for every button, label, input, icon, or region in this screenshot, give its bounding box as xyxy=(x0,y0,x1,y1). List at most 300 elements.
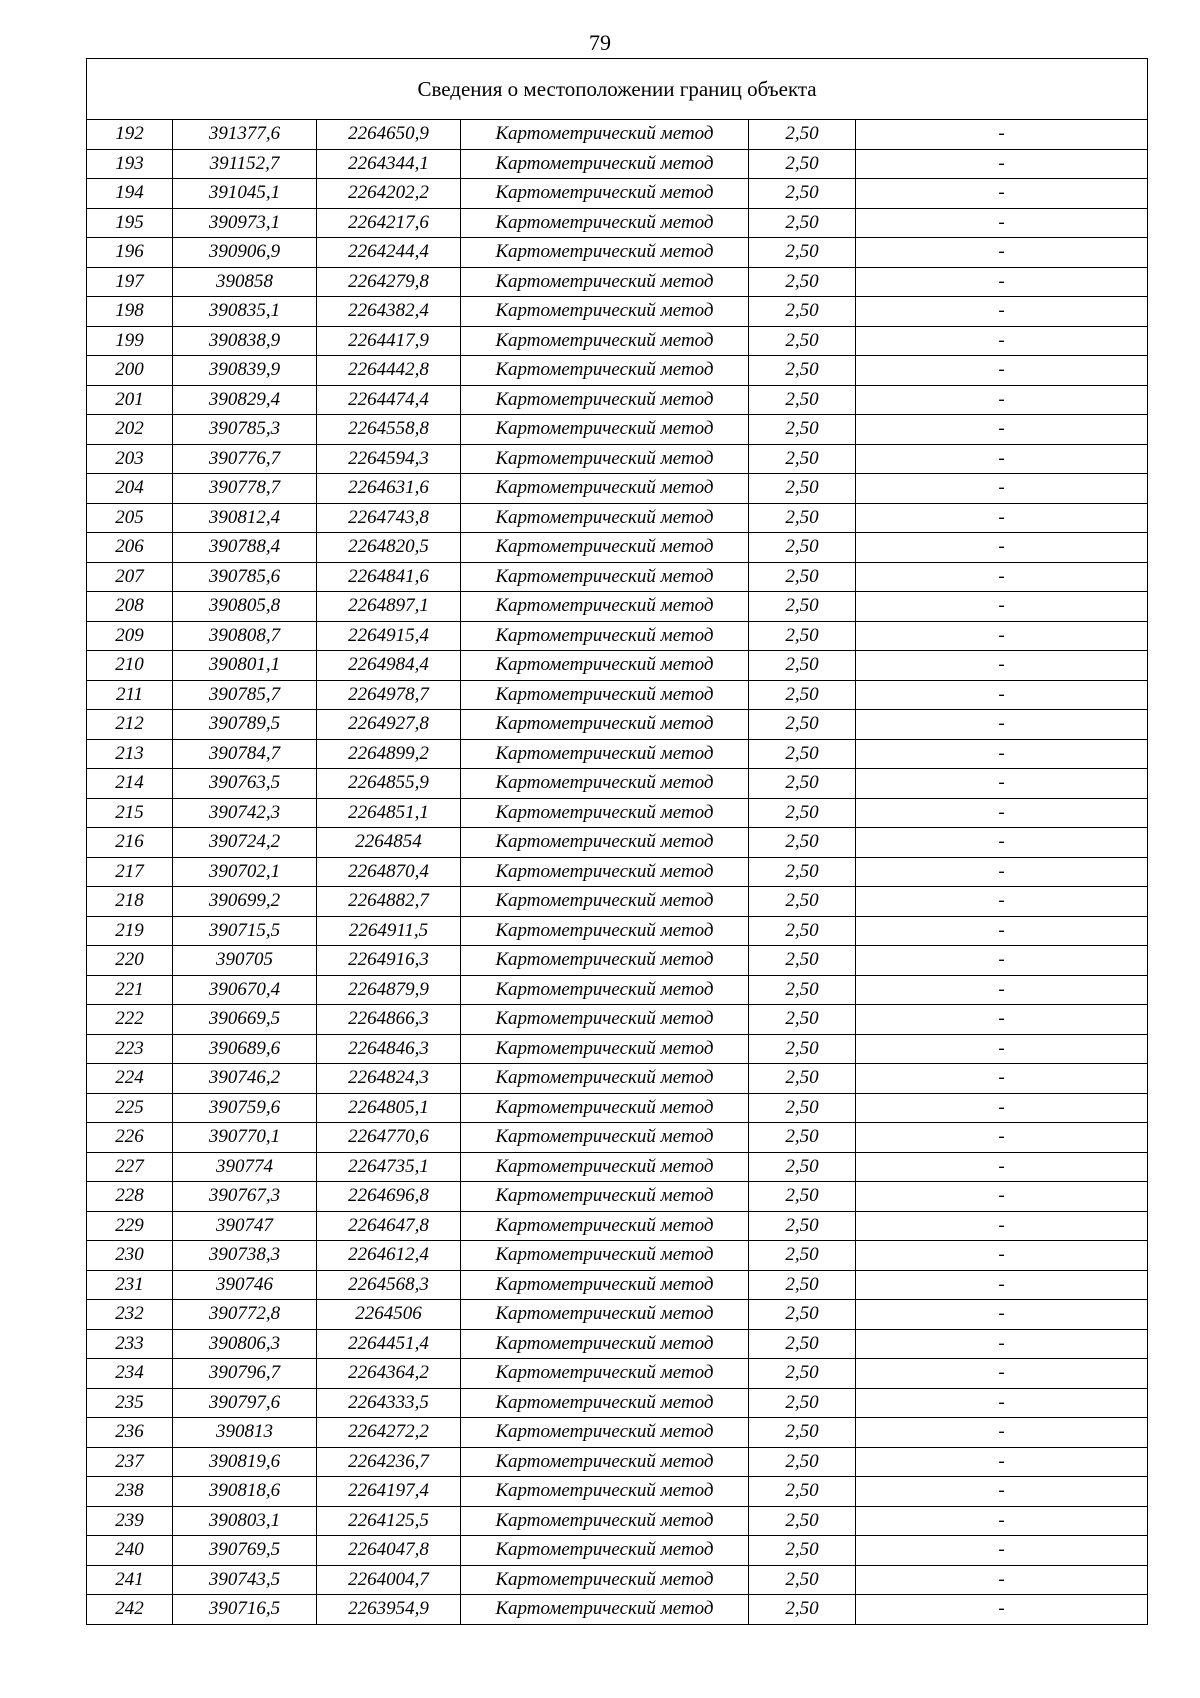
y-coordinate-cell: 2264451,4 xyxy=(317,1329,461,1359)
accuracy-cell: 2,50 xyxy=(749,1595,856,1625)
x-coordinate-cell: 391377,6 xyxy=(173,120,317,150)
x-coordinate-cell: 390767,3 xyxy=(173,1182,317,1212)
x-coordinate-cell: 390689,6 xyxy=(173,1034,317,1064)
y-coordinate-cell: 2264506 xyxy=(317,1300,461,1330)
x-coordinate-cell: 390835,1 xyxy=(173,297,317,327)
accuracy-cell: 2,50 xyxy=(749,326,856,356)
accuracy-cell: 2,50 xyxy=(749,208,856,238)
y-coordinate-cell: 2264870,4 xyxy=(317,857,461,887)
method-cell: Картометрический метод xyxy=(461,828,749,858)
description-cell: - xyxy=(856,297,1148,327)
accuracy-cell: 2,50 xyxy=(749,592,856,622)
y-coordinate-cell: 2263954,9 xyxy=(317,1595,461,1625)
x-coordinate-cell: 390716,5 xyxy=(173,1595,317,1625)
x-coordinate-cell: 390724,2 xyxy=(173,828,317,858)
y-coordinate-cell: 2264824,3 xyxy=(317,1064,461,1094)
description-cell: - xyxy=(856,1093,1148,1123)
table-row xyxy=(87,562,1148,592)
point-number-cell: 227 xyxy=(87,1152,173,1182)
point-number-cell: 196 xyxy=(87,238,173,268)
method-cell: Картометрический метод xyxy=(461,916,749,946)
y-coordinate-cell: 2264333,5 xyxy=(317,1388,461,1418)
accuracy-cell: 2,50 xyxy=(749,710,856,740)
x-coordinate-cell: 390746 xyxy=(173,1270,317,1300)
point-number-cell: 213 xyxy=(87,739,173,769)
y-coordinate-cell: 2264631,6 xyxy=(317,474,461,504)
description-cell: - xyxy=(856,1477,1148,1507)
accuracy-cell: 2,50 xyxy=(749,1123,856,1153)
table-row xyxy=(87,1329,1148,1359)
point-number-cell: 195 xyxy=(87,208,173,238)
point-number-cell: 235 xyxy=(87,1388,173,1418)
boundary-table xyxy=(86,58,1148,1625)
description-cell: - xyxy=(856,975,1148,1005)
description-cell: - xyxy=(856,179,1148,209)
table-row xyxy=(87,1064,1148,1094)
x-coordinate-cell: 390789,5 xyxy=(173,710,317,740)
accuracy-cell: 2,50 xyxy=(749,828,856,858)
x-coordinate-cell: 390839,9 xyxy=(173,356,317,386)
accuracy-cell: 2,50 xyxy=(749,1359,856,1389)
y-coordinate-cell: 2264897,1 xyxy=(317,592,461,622)
description-cell: - xyxy=(856,857,1148,887)
method-cell: Картометрический метод xyxy=(461,474,749,504)
y-coordinate-cell: 2264364,2 xyxy=(317,1359,461,1389)
description-cell: - xyxy=(856,621,1148,651)
x-coordinate-cell: 390738,3 xyxy=(173,1241,317,1271)
y-coordinate-cell: 2264978,7 xyxy=(317,680,461,710)
description-cell: - xyxy=(856,1152,1148,1182)
x-coordinate-cell: 390813 xyxy=(173,1418,317,1448)
point-number-cell: 209 xyxy=(87,621,173,651)
y-coordinate-cell: 2264417,9 xyxy=(317,326,461,356)
method-cell: Картометрический метод xyxy=(461,1005,749,1035)
description-cell: - xyxy=(856,1447,1148,1477)
x-coordinate-cell: 390838,9 xyxy=(173,326,317,356)
point-number-cell: 241 xyxy=(87,1565,173,1595)
y-coordinate-cell: 2264841,6 xyxy=(317,562,461,592)
table-row xyxy=(87,297,1148,327)
y-coordinate-cell: 2264344,1 xyxy=(317,149,461,179)
point-number-cell: 202 xyxy=(87,415,173,445)
description-cell: - xyxy=(856,1565,1148,1595)
accuracy-cell: 2,50 xyxy=(749,769,856,799)
method-cell: Картометрический метод xyxy=(461,1182,749,1212)
y-coordinate-cell: 2264696,8 xyxy=(317,1182,461,1212)
method-cell: Картометрический метод xyxy=(461,1329,749,1359)
accuracy-cell: 2,50 xyxy=(749,149,856,179)
y-coordinate-cell: 2264272,2 xyxy=(317,1418,461,1448)
point-number-cell: 225 xyxy=(87,1093,173,1123)
x-coordinate-cell: 390778,7 xyxy=(173,474,317,504)
table-row xyxy=(87,1093,1148,1123)
point-number-cell: 200 xyxy=(87,356,173,386)
description-cell: - xyxy=(856,1211,1148,1241)
description-cell: - xyxy=(856,503,1148,533)
description-cell: - xyxy=(856,828,1148,858)
y-coordinate-cell: 2264558,8 xyxy=(317,415,461,445)
method-cell: Картометрический метод xyxy=(461,1211,749,1241)
description-cell: - xyxy=(856,1270,1148,1300)
table-row xyxy=(87,828,1148,858)
accuracy-cell: 2,50 xyxy=(749,179,856,209)
y-coordinate-cell: 2264612,4 xyxy=(317,1241,461,1271)
table-row xyxy=(87,444,1148,474)
description-cell: - xyxy=(856,1595,1148,1625)
table-row xyxy=(87,474,1148,504)
method-cell: Картометрический метод xyxy=(461,120,749,150)
x-coordinate-cell: 390769,5 xyxy=(173,1536,317,1566)
accuracy-cell: 2,50 xyxy=(749,857,856,887)
y-coordinate-cell: 2264474,4 xyxy=(317,385,461,415)
point-number-cell: 203 xyxy=(87,444,173,474)
y-coordinate-cell: 2264568,3 xyxy=(317,1270,461,1300)
x-coordinate-cell: 390784,7 xyxy=(173,739,317,769)
table-row xyxy=(87,120,1148,150)
accuracy-cell: 2,50 xyxy=(749,739,856,769)
point-number-cell: 231 xyxy=(87,1270,173,1300)
x-coordinate-cell: 390803,1 xyxy=(173,1506,317,1536)
x-coordinate-cell: 390818,6 xyxy=(173,1477,317,1507)
method-cell: Картометрический метод xyxy=(461,1447,749,1477)
table-row xyxy=(87,503,1148,533)
x-coordinate-cell: 390699,2 xyxy=(173,887,317,917)
table-row xyxy=(87,1241,1148,1271)
accuracy-cell: 2,50 xyxy=(749,1447,856,1477)
accuracy-cell: 2,50 xyxy=(749,651,856,681)
point-number-cell: 215 xyxy=(87,798,173,828)
y-coordinate-cell: 2264866,3 xyxy=(317,1005,461,1035)
table-title: Сведения о местоположении границ объекта xyxy=(87,59,1148,120)
point-number-cell: 217 xyxy=(87,857,173,887)
point-number-cell: 206 xyxy=(87,533,173,563)
y-coordinate-cell: 2264279,8 xyxy=(317,267,461,297)
method-cell: Картометрический метод xyxy=(461,1241,749,1271)
description-cell: - xyxy=(856,1123,1148,1153)
point-number-cell: 201 xyxy=(87,385,173,415)
point-number-cell: 234 xyxy=(87,1359,173,1389)
accuracy-cell: 2,50 xyxy=(749,1565,856,1595)
x-coordinate-cell: 390785,6 xyxy=(173,562,317,592)
method-cell: Картометрический метод xyxy=(461,975,749,1005)
method-cell: Картометрический метод xyxy=(461,267,749,297)
table-row xyxy=(87,1152,1148,1182)
description-cell: - xyxy=(856,651,1148,681)
method-cell: Картометрический метод xyxy=(461,1123,749,1153)
x-coordinate-cell: 390759,6 xyxy=(173,1093,317,1123)
accuracy-cell: 2,50 xyxy=(749,297,856,327)
accuracy-cell: 2,50 xyxy=(749,1270,856,1300)
table-row xyxy=(87,1211,1148,1241)
y-coordinate-cell: 2264770,6 xyxy=(317,1123,461,1153)
point-number-cell: 208 xyxy=(87,592,173,622)
accuracy-cell: 2,50 xyxy=(749,238,856,268)
method-cell: Картометрический метод xyxy=(461,297,749,327)
y-coordinate-cell: 2264735,1 xyxy=(317,1152,461,1182)
method-cell: Картометрический метод xyxy=(461,1506,749,1536)
accuracy-cell: 2,50 xyxy=(749,533,856,563)
point-number-cell: 240 xyxy=(87,1536,173,1566)
description-cell: - xyxy=(856,1329,1148,1359)
accuracy-cell: 2,50 xyxy=(749,798,856,828)
point-number-cell: 216 xyxy=(87,828,173,858)
y-coordinate-cell: 2264851,1 xyxy=(317,798,461,828)
description-cell: - xyxy=(856,946,1148,976)
point-number-cell: 242 xyxy=(87,1595,173,1625)
method-cell: Картометрический метод xyxy=(461,798,749,828)
accuracy-cell: 2,50 xyxy=(749,887,856,917)
x-coordinate-cell: 390808,7 xyxy=(173,621,317,651)
table-row xyxy=(87,415,1148,445)
point-number-cell: 204 xyxy=(87,474,173,504)
accuracy-cell: 2,50 xyxy=(749,562,856,592)
y-coordinate-cell: 2264879,9 xyxy=(317,975,461,1005)
description-cell: - xyxy=(856,887,1148,917)
y-coordinate-cell: 2264927,8 xyxy=(317,710,461,740)
method-cell: Картометрический метод xyxy=(461,326,749,356)
description-cell: - xyxy=(856,208,1148,238)
x-coordinate-cell: 390763,5 xyxy=(173,769,317,799)
method-cell: Картометрический метод xyxy=(461,415,749,445)
method-cell: Картометрический метод xyxy=(461,769,749,799)
accuracy-cell: 2,50 xyxy=(749,1064,856,1094)
accuracy-cell: 2,50 xyxy=(749,356,856,386)
description-cell: - xyxy=(856,1034,1148,1064)
table-row xyxy=(87,857,1148,887)
point-number-cell: 207 xyxy=(87,562,173,592)
y-coordinate-cell: 2264805,1 xyxy=(317,1093,461,1123)
y-coordinate-cell: 2264899,2 xyxy=(317,739,461,769)
x-coordinate-cell: 390796,7 xyxy=(173,1359,317,1389)
description-cell: - xyxy=(856,267,1148,297)
accuracy-cell: 2,50 xyxy=(749,1329,856,1359)
x-coordinate-cell: 390772,8 xyxy=(173,1300,317,1330)
description-cell: - xyxy=(856,739,1148,769)
accuracy-cell: 2,50 xyxy=(749,1536,856,1566)
point-number-cell: 205 xyxy=(87,503,173,533)
accuracy-cell: 2,50 xyxy=(749,621,856,651)
method-cell: Картометрический метод xyxy=(461,1477,749,1507)
description-cell: - xyxy=(856,238,1148,268)
description-cell: - xyxy=(856,385,1148,415)
description-cell: - xyxy=(856,1182,1148,1212)
description-cell: - xyxy=(856,1005,1148,1035)
x-coordinate-cell: 390747 xyxy=(173,1211,317,1241)
table-row xyxy=(87,179,1148,209)
x-coordinate-cell: 390906,9 xyxy=(173,238,317,268)
point-number-cell: 232 xyxy=(87,1300,173,1330)
point-number-cell: 229 xyxy=(87,1211,173,1241)
accuracy-cell: 2,50 xyxy=(749,680,856,710)
table-row xyxy=(87,1595,1148,1625)
y-coordinate-cell: 2264854 xyxy=(317,828,461,858)
table-row xyxy=(87,1359,1148,1389)
y-coordinate-cell: 2264047,8 xyxy=(317,1536,461,1566)
description-cell: - xyxy=(856,1241,1148,1271)
y-coordinate-cell: 2264882,7 xyxy=(317,887,461,917)
accuracy-cell: 2,50 xyxy=(749,1211,856,1241)
method-cell: Картометрический метод xyxy=(461,1595,749,1625)
accuracy-cell: 2,50 xyxy=(749,415,856,445)
accuracy-cell: 2,50 xyxy=(749,1093,856,1123)
description-cell: - xyxy=(856,1359,1148,1389)
accuracy-cell: 2,50 xyxy=(749,1388,856,1418)
method-cell: Картометрический метод xyxy=(461,710,749,740)
method-cell: Картометрический метод xyxy=(461,1565,749,1595)
table-row xyxy=(87,326,1148,356)
table-row xyxy=(87,238,1148,268)
method-cell: Картометрический метод xyxy=(461,503,749,533)
method-cell: Картометрический метод xyxy=(461,1300,749,1330)
x-coordinate-cell: 390705 xyxy=(173,946,317,976)
accuracy-cell: 2,50 xyxy=(749,975,856,1005)
point-number-cell: 199 xyxy=(87,326,173,356)
description-cell: - xyxy=(856,149,1148,179)
table-row xyxy=(87,769,1148,799)
point-number-cell: 226 xyxy=(87,1123,173,1153)
accuracy-cell: 2,50 xyxy=(749,1034,856,1064)
x-coordinate-cell: 390788,4 xyxy=(173,533,317,563)
method-cell: Картометрический метод xyxy=(461,1093,749,1123)
table-body xyxy=(87,59,1148,1625)
table-row xyxy=(87,1477,1148,1507)
point-number-cell: 219 xyxy=(87,916,173,946)
method-cell: Картометрический метод xyxy=(461,208,749,238)
y-coordinate-cell: 2264984,4 xyxy=(317,651,461,681)
table-row xyxy=(87,267,1148,297)
x-coordinate-cell: 390806,3 xyxy=(173,1329,317,1359)
x-coordinate-cell: 390801,1 xyxy=(173,651,317,681)
method-cell: Картометрический метод xyxy=(461,562,749,592)
accuracy-cell: 2,50 xyxy=(749,916,856,946)
y-coordinate-cell: 2264916,3 xyxy=(317,946,461,976)
table-row xyxy=(87,1182,1148,1212)
table-row xyxy=(87,533,1148,563)
x-coordinate-cell: 390776,7 xyxy=(173,444,317,474)
method-cell: Картометрический метод xyxy=(461,739,749,769)
x-coordinate-cell: 390829,4 xyxy=(173,385,317,415)
y-coordinate-cell: 2264743,8 xyxy=(317,503,461,533)
description-cell: - xyxy=(856,356,1148,386)
table-row xyxy=(87,710,1148,740)
description-cell: - xyxy=(856,592,1148,622)
method-cell: Картометрический метод xyxy=(461,1064,749,1094)
accuracy-cell: 2,50 xyxy=(749,474,856,504)
method-cell: Картометрический метод xyxy=(461,592,749,622)
accuracy-cell: 2,50 xyxy=(749,1152,856,1182)
x-coordinate-cell: 391152,7 xyxy=(173,149,317,179)
table-row xyxy=(87,975,1148,1005)
description-cell: - xyxy=(856,1300,1148,1330)
y-coordinate-cell: 2264197,4 xyxy=(317,1477,461,1507)
x-coordinate-cell: 390785,3 xyxy=(173,415,317,445)
method-cell: Картометрический метод xyxy=(461,946,749,976)
accuracy-cell: 2,50 xyxy=(749,503,856,533)
accuracy-cell: 2,50 xyxy=(749,1506,856,1536)
method-cell: Картометрический метод xyxy=(461,651,749,681)
x-coordinate-cell: 390819,6 xyxy=(173,1447,317,1477)
method-cell: Картометрический метод xyxy=(461,887,749,917)
method-cell: Картометрический метод xyxy=(461,857,749,887)
y-coordinate-cell: 2264915,4 xyxy=(317,621,461,651)
point-number-cell: 236 xyxy=(87,1418,173,1448)
y-coordinate-cell: 2264442,8 xyxy=(317,356,461,386)
description-cell: - xyxy=(856,120,1148,150)
accuracy-cell: 2,50 xyxy=(749,1477,856,1507)
table-row xyxy=(87,1506,1148,1536)
point-number-cell: 193 xyxy=(87,149,173,179)
page-number: 79 xyxy=(589,30,611,55)
x-coordinate-cell: 390805,8 xyxy=(173,592,317,622)
point-number-cell: 233 xyxy=(87,1329,173,1359)
table-row xyxy=(87,946,1148,976)
description-cell: - xyxy=(856,769,1148,799)
point-number-cell: 211 xyxy=(87,680,173,710)
point-number-cell: 239 xyxy=(87,1506,173,1536)
y-coordinate-cell: 2264846,3 xyxy=(317,1034,461,1064)
x-coordinate-cell: 390770,1 xyxy=(173,1123,317,1153)
y-coordinate-cell: 2264202,2 xyxy=(317,179,461,209)
table-row xyxy=(87,356,1148,386)
description-cell: - xyxy=(856,474,1148,504)
x-coordinate-cell: 390785,7 xyxy=(173,680,317,710)
x-coordinate-cell: 390742,3 xyxy=(173,798,317,828)
point-number-cell: 218 xyxy=(87,887,173,917)
accuracy-cell: 2,50 xyxy=(749,385,856,415)
table-row xyxy=(87,1034,1148,1064)
accuracy-cell: 2,50 xyxy=(749,1241,856,1271)
method-cell: Картометрический метод xyxy=(461,444,749,474)
accuracy-cell: 2,50 xyxy=(749,120,856,150)
point-number-cell: 221 xyxy=(87,975,173,1005)
description-cell: - xyxy=(856,326,1148,356)
table-row xyxy=(87,1418,1148,1448)
point-number-cell: 237 xyxy=(87,1447,173,1477)
x-coordinate-cell: 390858 xyxy=(173,267,317,297)
table-row xyxy=(87,680,1148,710)
description-cell: - xyxy=(856,680,1148,710)
method-cell: Картометрический метод xyxy=(461,1359,749,1389)
point-number-cell: 194 xyxy=(87,179,173,209)
point-number-cell: 210 xyxy=(87,651,173,681)
table-row xyxy=(87,208,1148,238)
y-coordinate-cell: 2264650,9 xyxy=(317,120,461,150)
table-row xyxy=(87,1300,1148,1330)
point-number-cell: 212 xyxy=(87,710,173,740)
table-row xyxy=(87,1388,1148,1418)
y-coordinate-cell: 2264125,5 xyxy=(317,1506,461,1536)
y-coordinate-cell: 2264382,4 xyxy=(317,297,461,327)
accuracy-cell: 2,50 xyxy=(749,1418,856,1448)
table-row xyxy=(87,1565,1148,1595)
accuracy-cell: 2,50 xyxy=(749,1005,856,1035)
description-cell: - xyxy=(856,798,1148,828)
x-coordinate-cell: 390812,4 xyxy=(173,503,317,533)
table-row xyxy=(87,1005,1148,1035)
accuracy-cell: 2,50 xyxy=(749,267,856,297)
method-cell: Картометрический метод xyxy=(461,356,749,386)
y-coordinate-cell: 2264236,7 xyxy=(317,1447,461,1477)
method-cell: Картометрический метод xyxy=(461,680,749,710)
accuracy-cell: 2,50 xyxy=(749,444,856,474)
point-number-cell: 192 xyxy=(87,120,173,150)
table-row xyxy=(87,1447,1148,1477)
point-number-cell: 223 xyxy=(87,1034,173,1064)
description-cell: - xyxy=(856,444,1148,474)
description-cell: - xyxy=(856,710,1148,740)
table-row xyxy=(87,592,1148,622)
y-coordinate-cell: 2264217,6 xyxy=(317,208,461,238)
